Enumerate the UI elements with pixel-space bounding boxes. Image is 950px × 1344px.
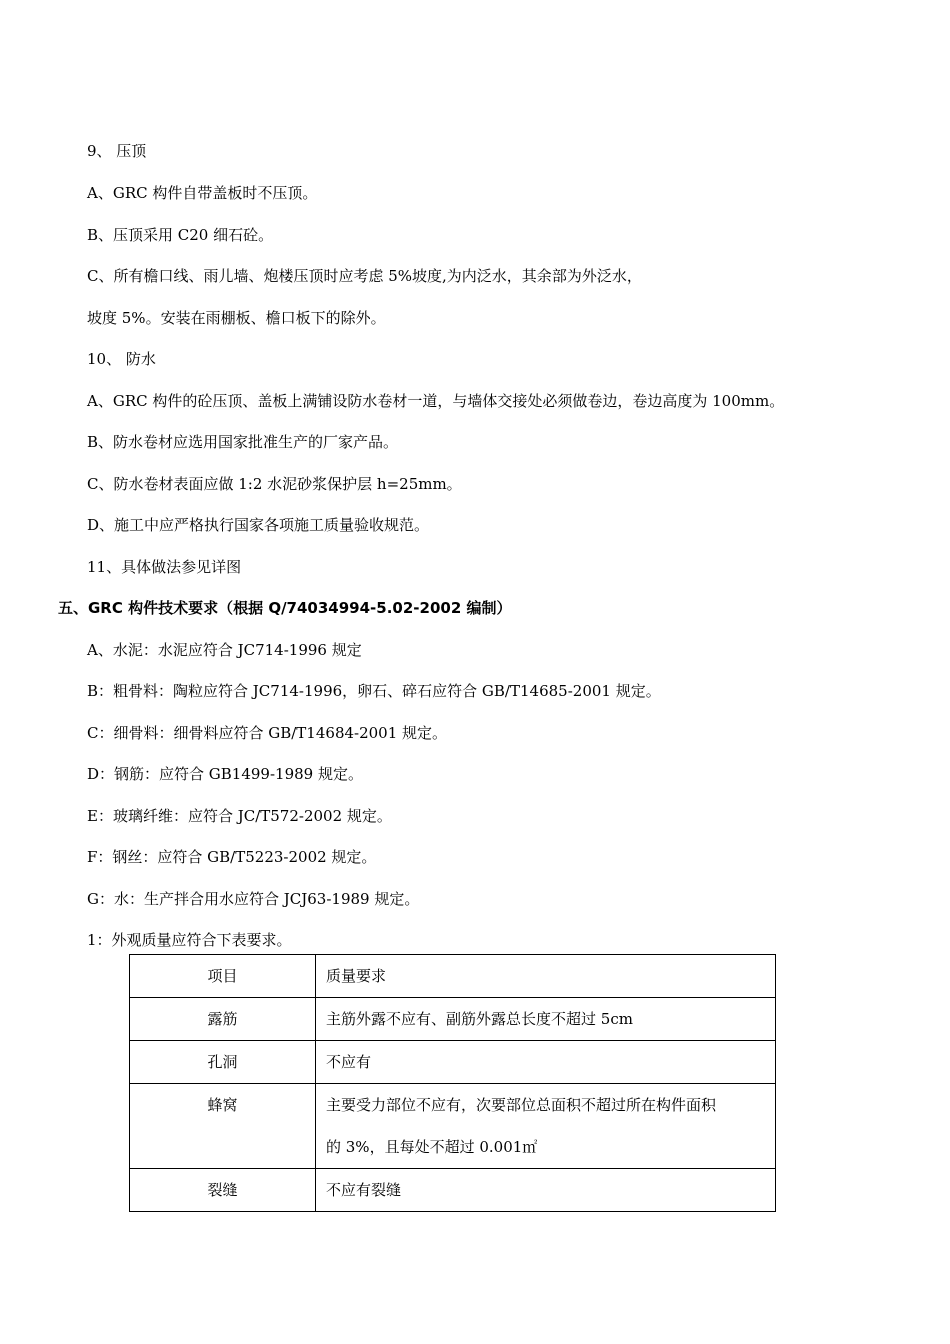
section-9-heading: 9、 压顶 <box>87 142 147 160</box>
table-cell-item: 蜂窝 <box>130 1084 316 1169</box>
table-header-requirement: 质量要求 <box>316 955 776 998</box>
section-5-item-f: F：钢丝：应符合 GB/T5223-2002 规定。 <box>87 848 377 866</box>
table-header-item: 项目 <box>130 955 316 998</box>
section-9-item-a: A、GRC 构件自带盖板时不压顶。 <box>87 184 318 202</box>
section-10-heading: 10、 防水 <box>87 350 156 368</box>
table-cell-requirement: 主筋外露不应有、副筋外露总长度不超过 5cm <box>316 998 776 1041</box>
table-cell-item: 孔洞 <box>130 1041 316 1084</box>
table-row <box>130 1169 776 1212</box>
table-cell-requirement: 不应有裂缝 <box>316 1169 776 1212</box>
section-5-item-g: G：水：生产拌合用水应符合 JCJ63-1989 规定。 <box>87 890 420 908</box>
section-5-item-d: D：钢筋：应符合 GB1499-1989 规定。 <box>87 765 363 783</box>
section-5-item-e: E：玻璃纤维：应符合 JC/T572-2002 规定。 <box>87 807 392 825</box>
quality-table <box>129 954 776 1212</box>
section-5-item-1: 1：外观质量应符合下表要求。 <box>87 931 292 949</box>
section-9-item-c-cont: 坡度 5%。安装在雨棚板、檐口板下的除外。 <box>87 309 386 327</box>
section-9-item-c: C、所有檐口线、雨儿墙、炮楼压顶时应考虑 5%坡度,为内泛水，其余部为外泛水， <box>87 267 642 285</box>
section-9-item-b: B、压顶采用 C20 细石砼。 <box>87 226 274 244</box>
table-cell-item: 裂缝 <box>130 1169 316 1212</box>
table-cell-item: 露筋 <box>130 998 316 1041</box>
table-row <box>130 998 776 1041</box>
section-10-item-c: C、防水卷材表面应做 1:2 水泥砂浆保护层 h=25mm。 <box>87 475 462 493</box>
table-cell-requirement: 主要受力部位不应有，次要部位总面积不超过所在构件面积 的 3%，且每处不超过 0.001㎡ <box>316 1084 776 1169</box>
section-5-heading: 五、GRC 构件技术要求（根据 Q/74034994-5.02-2002 编制） <box>58 599 512 617</box>
section-10-item-d: D、施工中应严格执行国家各项施工质量验收规范。 <box>87 516 430 534</box>
table-header-row <box>130 955 776 998</box>
section-11-heading: 11、具体做法参见详图 <box>87 558 242 576</box>
section-5-item-c: C：细骨料：细骨料应符合 GB/T14684-2001 规定。 <box>87 724 448 742</box>
section-10-item-b: B、防水卷材应选用国家批准生产的厂家产品。 <box>87 433 399 451</box>
table-cell-requirement: 不应有 <box>316 1041 776 1084</box>
section-5-item-b: B：粗骨料：陶粒应符合 JC714-1996，卵石、碎石应符合 GB/T14685-2001 规定。 <box>87 682 661 700</box>
section-5-item-a: A、水泥：水泥应符合 JC714-1996 规定 <box>87 641 362 659</box>
section-10-item-a: A、GRC 构件的砼压顶、盖板上满铺设防水卷材一道，与墙体交接处必须做卷边，卷边高度为 100mm。 <box>87 392 785 410</box>
table-row <box>130 1041 776 1084</box>
table-row <box>130 1084 776 1169</box>
